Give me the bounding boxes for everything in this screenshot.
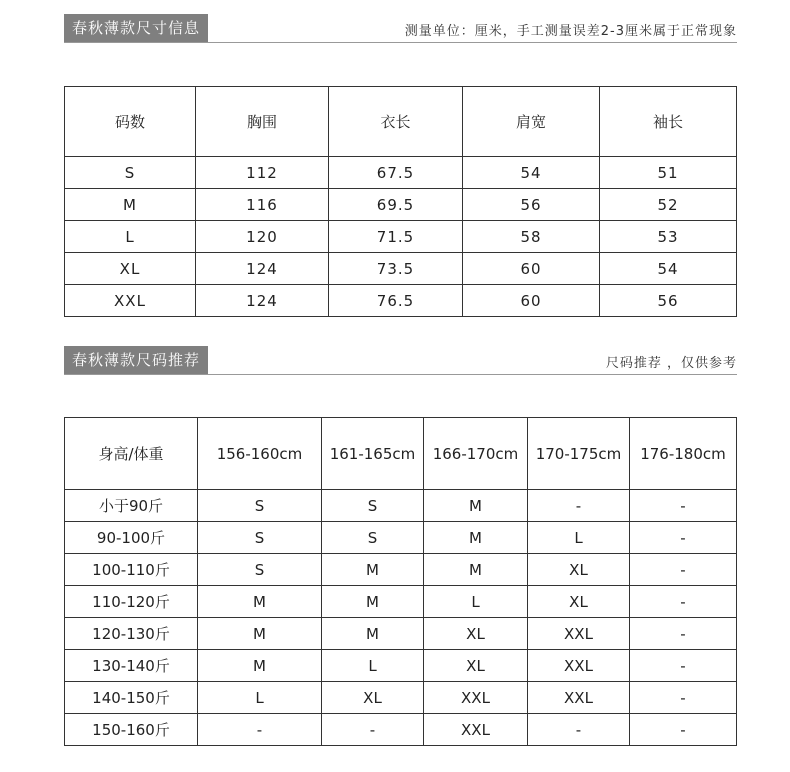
column-header: 身高/体重 [65, 418, 198, 490]
table-row [65, 285, 737, 317]
measurement-note: 测量单位：厘米，手工测量误差2-3厘米属于正常现象 [404, 24, 737, 39]
column-header: 码数 [65, 87, 196, 157]
table-cell: 69.5 [329, 189, 463, 221]
table-row [65, 714, 737, 746]
table-cell: - [630, 586, 737, 618]
table-cell: 54 [463, 157, 600, 189]
table-row [65, 253, 737, 285]
table-cell: XXL [65, 285, 196, 317]
table-cell: 124 [196, 253, 329, 285]
table-cell: - [630, 714, 737, 746]
table-cell: L [528, 522, 630, 554]
table-row [65, 618, 737, 650]
table-cell: - [630, 618, 737, 650]
table-cell: - [198, 714, 322, 746]
table-cell: 60 [463, 285, 600, 317]
table-cell: 小于90斤 [65, 490, 198, 522]
size-table-body [65, 157, 737, 317]
table-cell: 58 [463, 221, 600, 253]
table-row [65, 554, 737, 586]
table-row [65, 490, 737, 522]
column-header: 胸围 [196, 87, 329, 157]
table-cell: L [424, 586, 528, 618]
column-header: 176-180cm [630, 418, 737, 490]
size-recommend-title: 春秋薄款尺码推荐 [64, 346, 208, 375]
table-cell: M [322, 586, 424, 618]
table-cell: 124 [196, 285, 329, 317]
table-cell: - [630, 522, 737, 554]
table-cell: 54 [600, 253, 737, 285]
table-cell: - [528, 490, 630, 522]
recommend-table-header-row [65, 418, 737, 490]
recommend-table-body [65, 490, 737, 746]
table-cell: L [322, 650, 424, 682]
column-header: 166-170cm [424, 418, 528, 490]
size-recommend-header [64, 346, 737, 375]
table-cell: XL [65, 253, 196, 285]
table-cell: M [198, 618, 322, 650]
table-row [65, 157, 737, 189]
table-cell: 73.5 [329, 253, 463, 285]
table-cell: 110-120斤 [65, 586, 198, 618]
table-cell: XXL [528, 618, 630, 650]
table-cell: 90-100斤 [65, 522, 198, 554]
table-cell: XXL [424, 714, 528, 746]
table-cell: M [322, 618, 424, 650]
table-cell: XL [528, 554, 630, 586]
table-cell: L [65, 221, 196, 253]
table-cell: S [198, 554, 322, 586]
table-cell: XL [424, 618, 528, 650]
column-header: 袖长 [600, 87, 737, 157]
table-cell: M [424, 554, 528, 586]
table-cell: 120-130斤 [65, 618, 198, 650]
size-info-header [64, 14, 737, 43]
table-cell: 120 [196, 221, 329, 253]
table-cell: - [630, 650, 737, 682]
table-cell: - [528, 714, 630, 746]
table-cell: 71.5 [329, 221, 463, 253]
table-cell: M [198, 650, 322, 682]
column-header: 156-160cm [198, 418, 322, 490]
table-cell: 100-110斤 [65, 554, 198, 586]
size-table [64, 86, 737, 317]
table-cell: - [630, 554, 737, 586]
table-cell: XL [528, 586, 630, 618]
table-cell: 52 [600, 189, 737, 221]
table-cell: - [630, 490, 737, 522]
table-cell: S [198, 490, 322, 522]
table-cell: XXL [528, 650, 630, 682]
table-cell: M [424, 522, 528, 554]
table-cell: XXL [424, 682, 528, 714]
divider [64, 42, 737, 43]
table-cell: 76.5 [329, 285, 463, 317]
table-cell: XL [322, 682, 424, 714]
table-cell: 53 [600, 221, 737, 253]
table-cell: XL [424, 650, 528, 682]
table-cell: L [198, 682, 322, 714]
table-row [65, 682, 737, 714]
table-cell: - [630, 682, 737, 714]
divider [64, 374, 737, 375]
size-table-header-row [65, 87, 737, 157]
table-cell: 150-160斤 [65, 714, 198, 746]
table-cell: M [65, 189, 196, 221]
table-cell: 130-140斤 [65, 650, 198, 682]
table-cell: M [322, 554, 424, 586]
table-cell: 56 [600, 285, 737, 317]
table-row [65, 586, 737, 618]
table-cell: 67.5 [329, 157, 463, 189]
table-row [65, 221, 737, 253]
table-cell: S [65, 157, 196, 189]
table-cell: S [198, 522, 322, 554]
recommend-note: 尺码推荐 ，仅供参考 [605, 356, 737, 371]
table-cell: 60 [463, 253, 600, 285]
column-header: 161-165cm [322, 418, 424, 490]
table-cell: 56 [463, 189, 600, 221]
recommend-table [64, 417, 737, 746]
table-cell: S [322, 490, 424, 522]
table-cell: 140-150斤 [65, 682, 198, 714]
table-cell: XXL [528, 682, 630, 714]
size-info-title: 春秋薄款尺寸信息 [64, 14, 208, 43]
column-header: 肩宽 [463, 87, 600, 157]
table-row [65, 650, 737, 682]
table-cell: M [198, 586, 322, 618]
table-row [65, 522, 737, 554]
table-cell: 51 [600, 157, 737, 189]
table-cell: 116 [196, 189, 329, 221]
table-cell: - [322, 714, 424, 746]
column-header: 170-175cm [528, 418, 630, 490]
table-cell: M [424, 490, 528, 522]
table-cell: S [322, 522, 424, 554]
table-cell: 112 [196, 157, 329, 189]
column-header: 衣长 [329, 87, 463, 157]
table-row [65, 189, 737, 221]
